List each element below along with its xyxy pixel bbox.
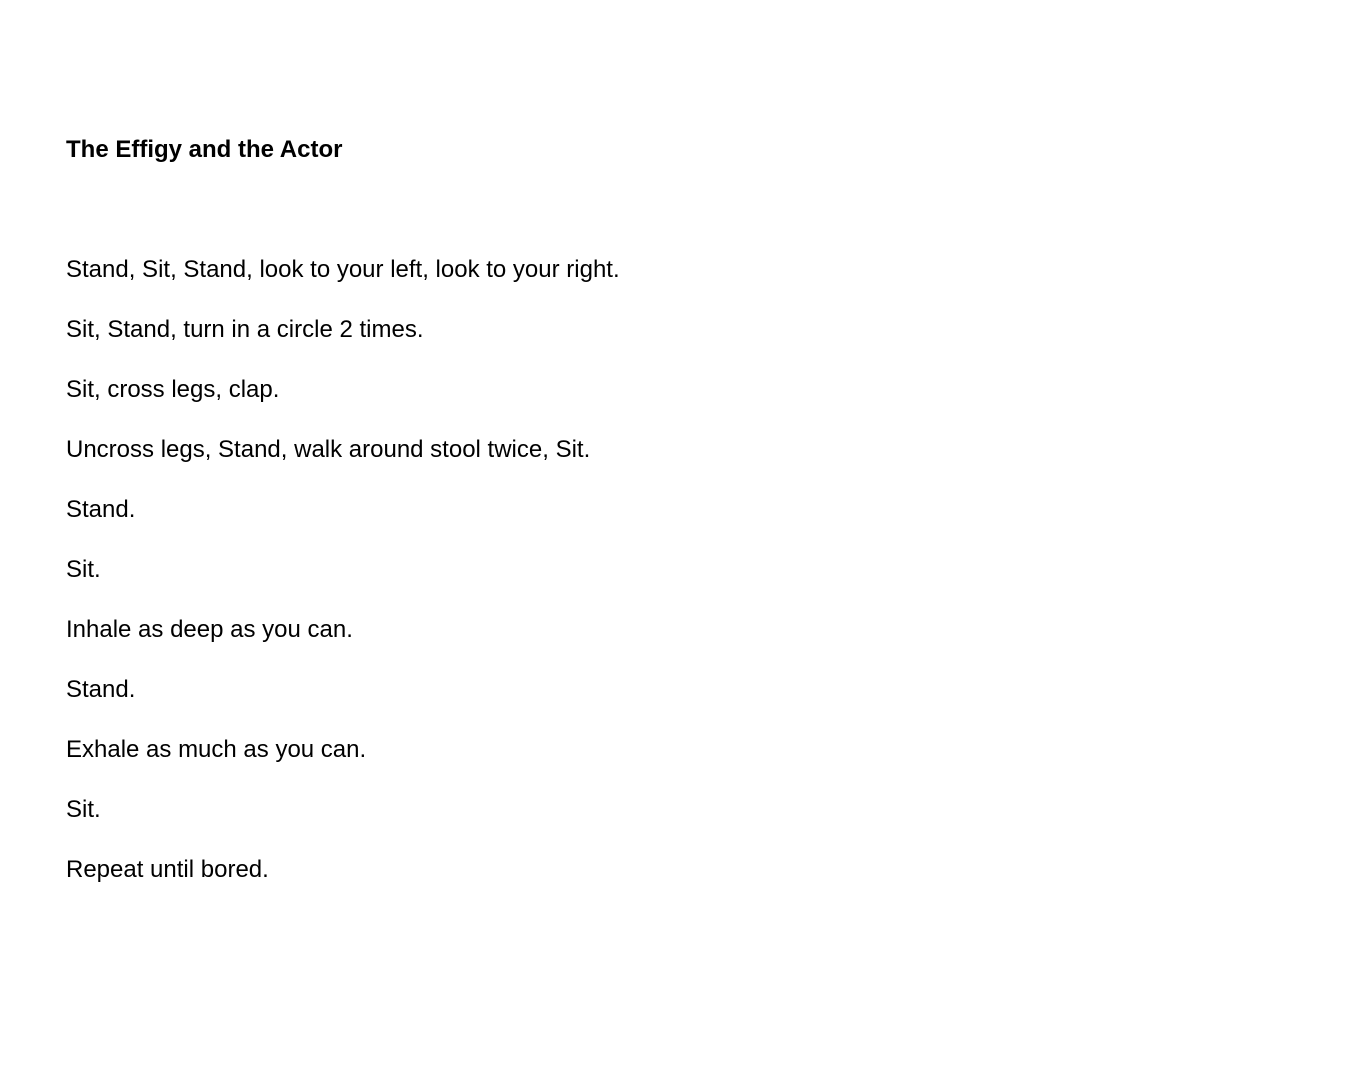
- instruction-line: Sit, Stand, turn in a circle 2 times.: [66, 316, 424, 343]
- instruction-line: Exhale as much as you can.: [66, 736, 367, 763]
- instruction-line: Stand.: [66, 496, 136, 523]
- instruction-line: Repeat until bored.: [66, 856, 269, 883]
- instruction-list: [66, 254, 620, 914]
- instruction-line: Sit.: [66, 796, 101, 823]
- instruction-line: Sit, cross legs, clap.: [66, 376, 280, 403]
- instruction-line: Uncross legs, Stand, walk around stool twice, Sit.: [66, 436, 591, 463]
- instruction-line: Stand.: [66, 676, 136, 703]
- document-title: The Effigy and the Actor: [66, 136, 343, 163]
- instruction-line: Inhale as deep as you can.: [66, 616, 353, 643]
- instruction-line: Sit.: [66, 556, 101, 583]
- instruction-line: Stand, Sit, Stand, look to your left, look to your right.: [66, 256, 620, 283]
